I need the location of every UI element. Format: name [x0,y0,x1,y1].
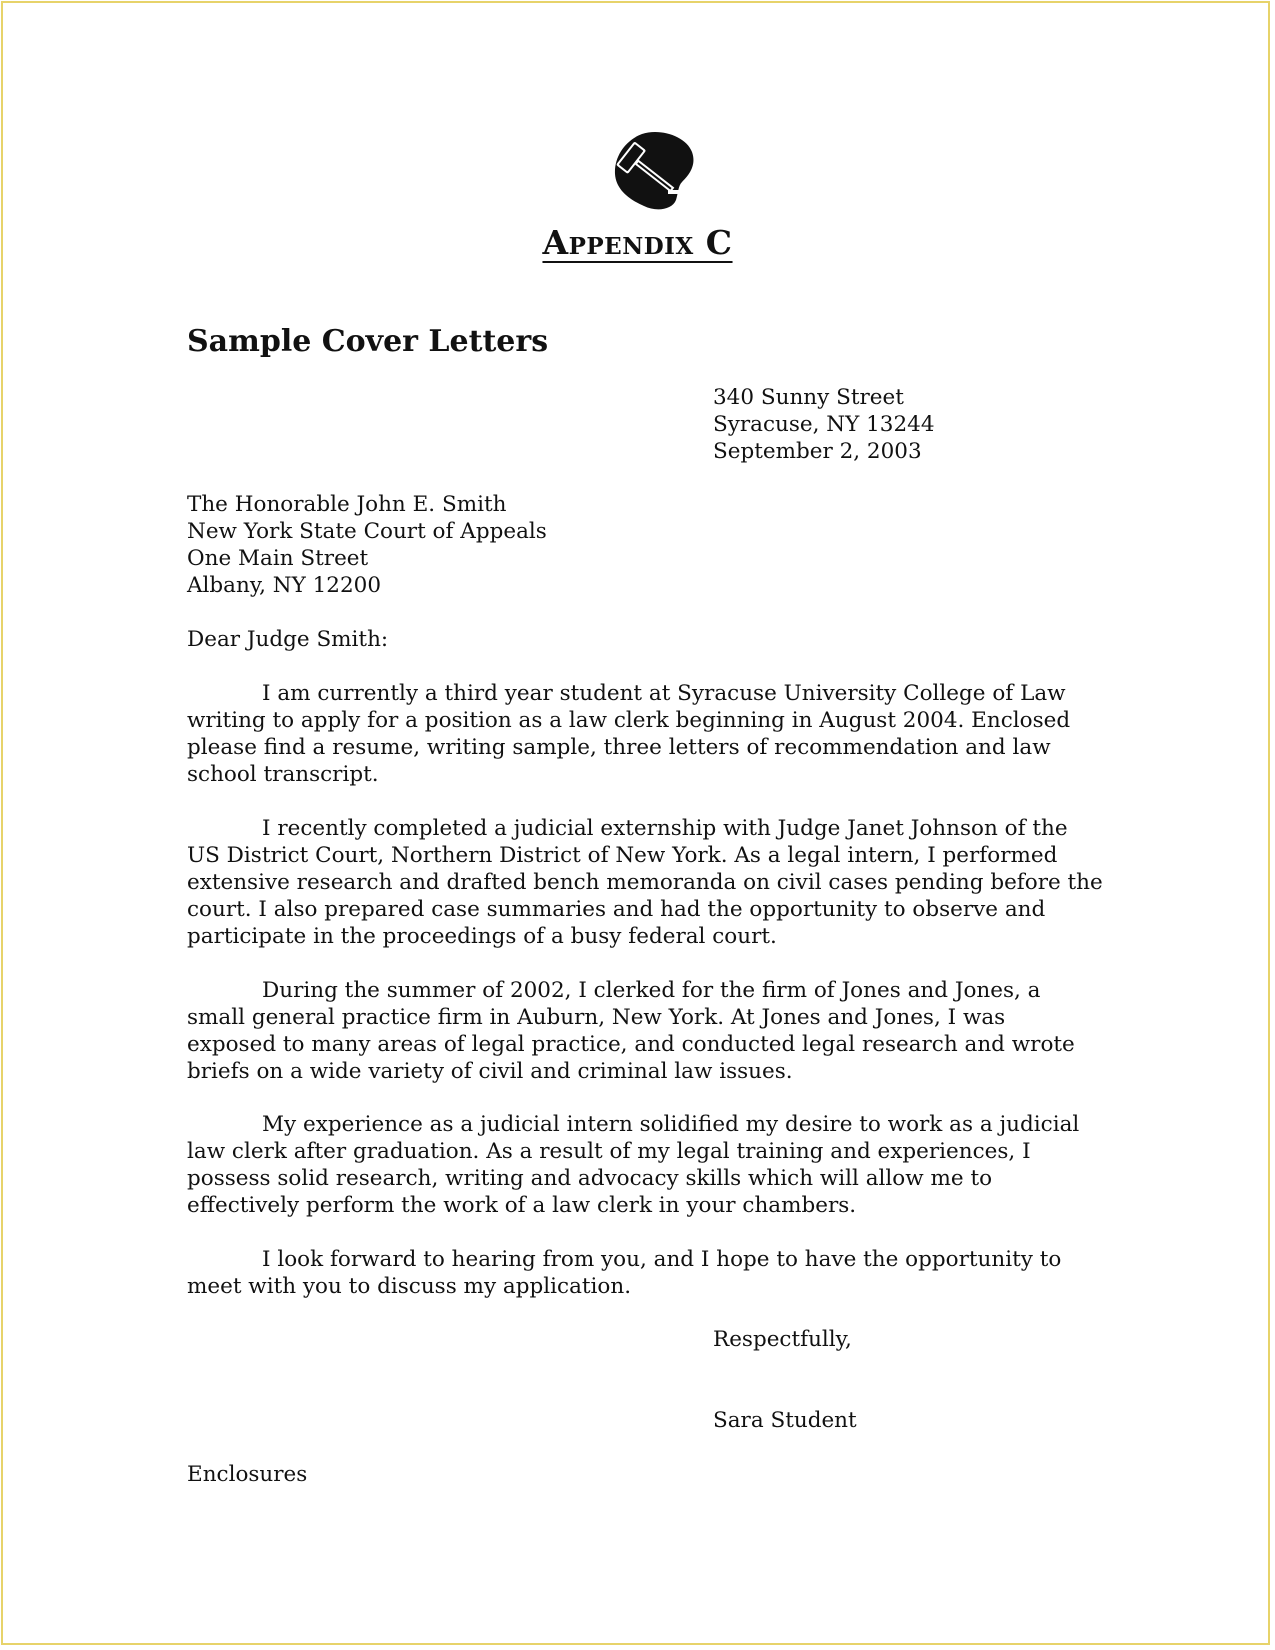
salutation: Dear Judge Smith: [187,627,389,652]
body-paragraph [187,1246,1122,1300]
section-heading: Sample Cover Letters [187,324,549,359]
paragraph-line: please find a resume, writing sample, three letters of recommendation and law [187,735,1051,760]
paragraph-line: I am currently a third year student at Syracuse University College of Law [262,681,1066,706]
paragraph-line: During the summer of 2002, I clerked for the firm of Jones and Jones, a [262,978,1041,1003]
paragraph-line: extensive research and drafted bench memoranda on civil cases pending before the [187,870,1103,895]
paragraph-line: US District Court, Northern District of New York. As a legal intern, I performed [187,843,1058,868]
recipient-organization: New York State Court of Appeals [187,519,547,544]
body-paragraph [187,815,1122,950]
paragraph-line: court. I also prepared case summaries and had the opportunity to observe and [187,897,1046,922]
gavel-icon [612,130,696,212]
sender-address [713,384,935,465]
closing: Respectfully, [713,1327,852,1352]
letter-date: September 2, 2003 [713,439,922,464]
paragraph-line: exposed to many areas of legal practice, and conducted legal research and wrote [187,1032,1075,1057]
appendix-title: Appendix C [542,223,733,262]
body-paragraph [187,1111,1122,1219]
paragraph-line: participate in the proceedings of a busy federal court. [187,924,777,949]
paragraph-line: law clerk after graduation. As a result of my legal training and experiences, I [187,1139,1031,1164]
paragraph-line: I look forward to hearing from you, and I hope to have the opportunity to [262,1247,1062,1272]
recipient-address [187,491,547,599]
paragraph-line: possess solid research, writing and advocacy skills which will allow me to [187,1166,993,1191]
paragraph-line: I recently completed a judicial externship with Judge Janet Johnson of the [262,816,1068,841]
paragraph-line: briefs on a wide variety of civil and criminal law issues. [187,1059,793,1084]
sender-city: Syracuse, NY 13244 [713,412,935,437]
enclosures-label: Enclosures [187,1462,308,1487]
body-paragraph [187,680,1122,788]
paragraph-line: effectively perform the work of a law clerk in your chambers. [187,1193,857,1218]
paragraph-line: meet with you to discuss my application. [187,1274,632,1299]
recipient-street: One Main Street [187,546,369,571]
sender-street: 340 Sunny Street [713,385,904,410]
paragraph-line: My experience as a judicial intern solidified my desire to work as a judicial [262,1112,1080,1137]
recipient-name: The Honorable John E. Smith [187,492,507,517]
paragraph-line: small general practice firm in Auburn, New York. At Jones and Jones, I was [187,1005,1006,1030]
signature-name: Sara Student [713,1408,857,1433]
body-paragraph [187,977,1122,1085]
paragraph-line: writing to apply for a position as a law clerk beginning in August 2004. Enclosed [187,708,1071,733]
recipient-city: Albany, NY 12200 [187,573,382,598]
paragraph-line: school transcript. [187,762,379,787]
